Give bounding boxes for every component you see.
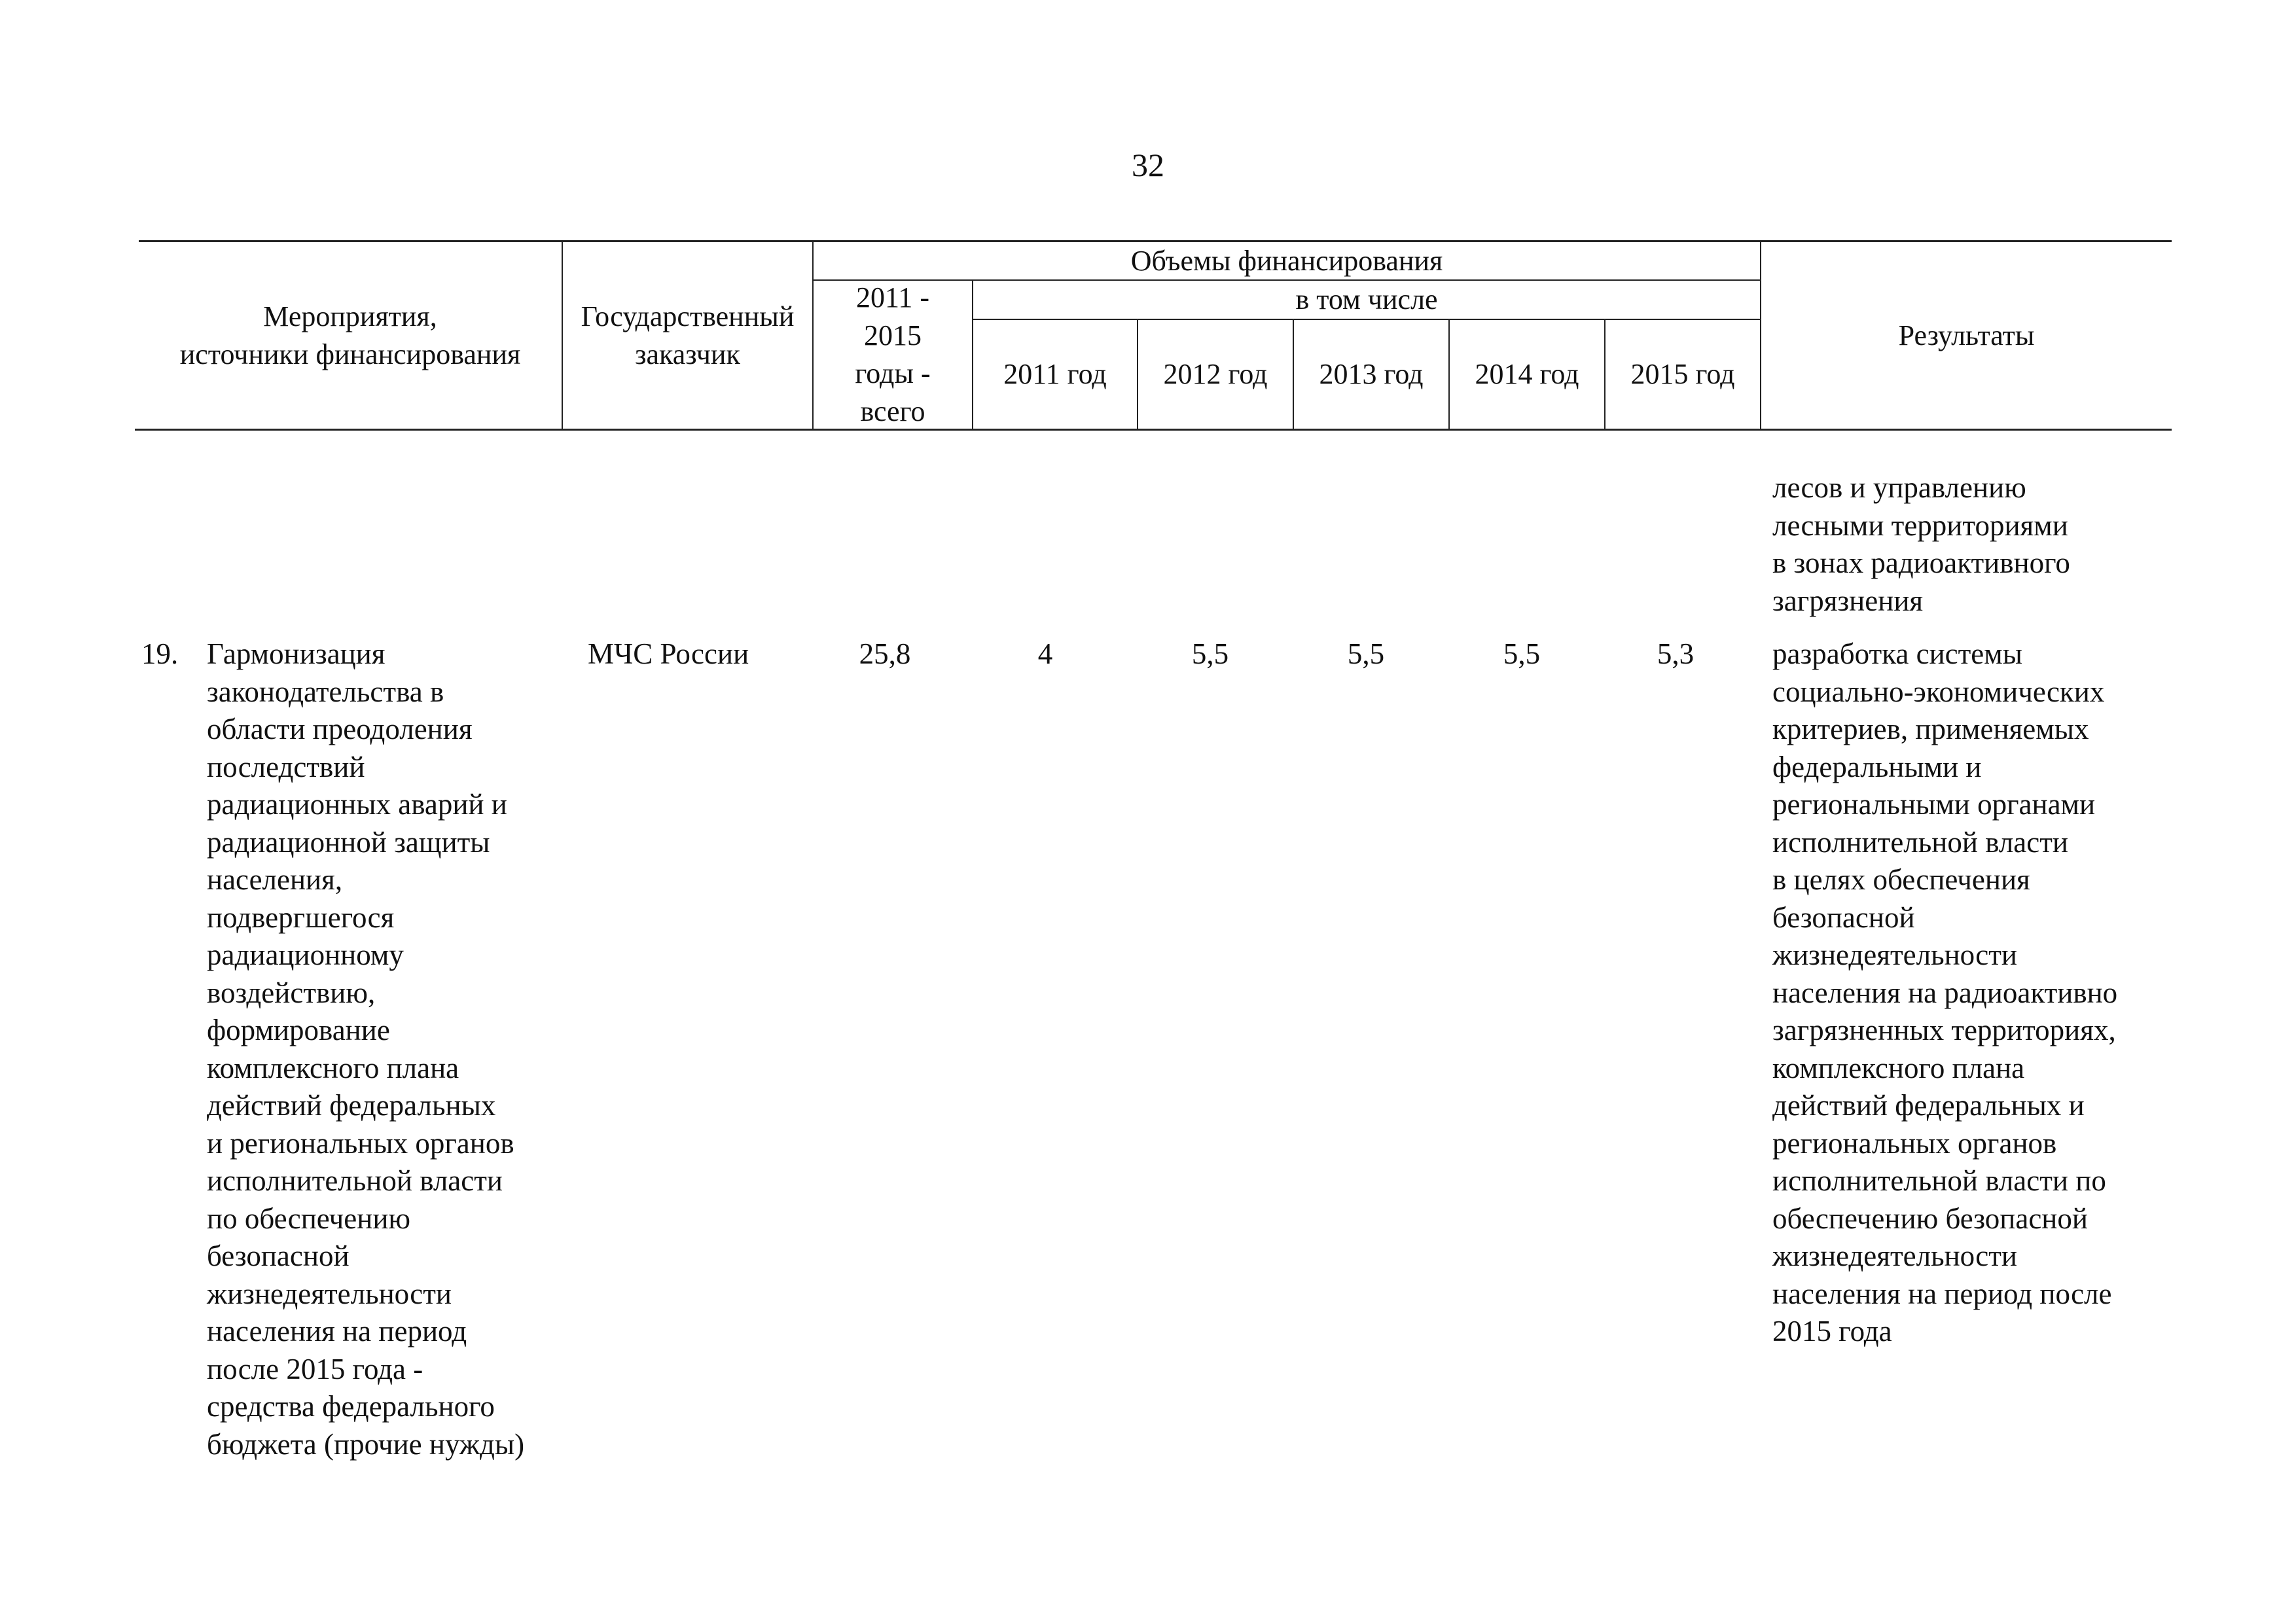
header-bottom-rule — [135, 429, 2172, 431]
header-year-2013: 2013 год — [1319, 358, 1424, 390]
row-results-text: разработка системы социально-экономических критериев, применяемых федеральными и региональными органами исполнительной власти в целях обеспечения безопасной жизнедеятельности населения на радиоактивно загрязненных территориях, комплексного плана действий федеральных и региональных органов исполнительной власти по обеспечению безопасной жизнедеятельности населения на период после 2015 года — [1772, 637, 2118, 1347]
header-year-2015: 2015 год — [1630, 358, 1735, 390]
row-index: 19. — [141, 637, 179, 670]
header-total: 2011 - 2015 годы - всего — [855, 281, 931, 427]
row-total-value: 25,8 — [859, 637, 911, 670]
header-results: Результаты — [1898, 319, 2035, 351]
header-customer: Государственный заказчик — [581, 300, 795, 370]
page-number: 32 — [1132, 147, 1164, 183]
row-2014-value: 5,5 — [1503, 637, 1541, 670]
continuation-results-text: лесов и управлению лесными территориями в зонах радиоактивного загрязнения — [1772, 471, 2070, 617]
row-2012-value: 5,5 — [1191, 637, 1229, 670]
header-year-2012: 2012 год — [1163, 358, 1268, 390]
header-financing-group: Объемы финансирования — [1130, 244, 1443, 277]
header-year-2011: 2011 год — [1003, 358, 1107, 390]
row-measure-text: Гармонизация законодательства в области преодоления последствий радиационных аварий и радиационной защиты населения, подвергшегося радиационному воздействию, формирование комплексного плана действий федеральных и региональных органов исполнительной власти по обеспечению безопасной жизнедеятельности населения на период после 2015 года - средства федерального бюджета (прочие нужды) — [207, 637, 525, 1461]
row-2013-value: 5,5 — [1347, 637, 1385, 670]
row-customer: МЧС России — [588, 637, 749, 670]
row-2011-value: 4 — [1037, 637, 1053, 670]
header-measures: Мероприятия, источники финансирования — [179, 300, 521, 370]
row-2015-value: 5,3 — [1657, 637, 1695, 670]
header-year-2014: 2014 год — [1475, 358, 1579, 390]
header-including: в том числе — [1295, 283, 1438, 315]
